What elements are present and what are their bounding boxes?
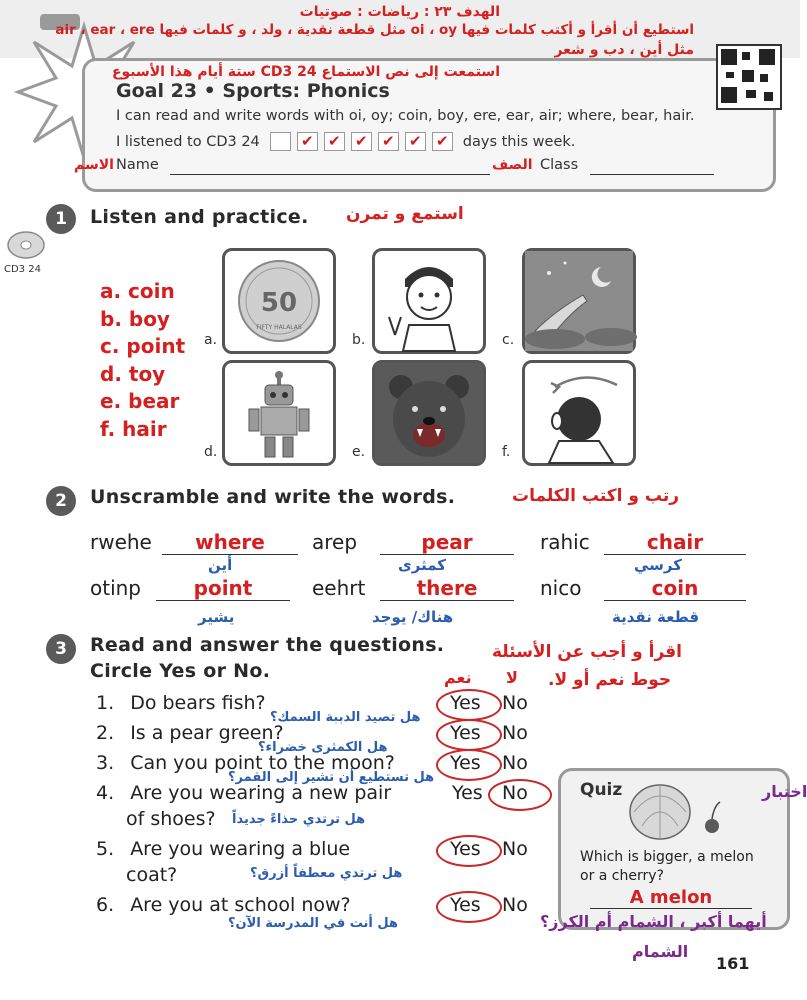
listened-prefix: I listened to CD3 24 — [116, 133, 260, 150]
boy-image — [372, 248, 486, 354]
question-number: 2. — [96, 722, 115, 744]
section2-title: Unscramble and write the words. — [90, 486, 456, 508]
day-checkbox[interactable]: ✔ — [405, 132, 426, 151]
scrambled-word: arep — [312, 530, 358, 554]
question-number: 5. — [96, 838, 115, 860]
question-arabic: هل ترتدي معطفاً أزرق؟ — [250, 866, 403, 881]
yes-option[interactable]: Yes — [450, 838, 481, 860]
answer-field[interactable]: there — [380, 576, 514, 601]
melon-cherry-icon — [620, 780, 730, 844]
listened-suffix: days this week. — [462, 133, 576, 150]
question-number: 1. — [96, 692, 115, 714]
scrambled-word: otinp — [90, 576, 142, 600]
day-checkbox[interactable]: ✔ — [432, 132, 453, 151]
name-label: Name — [116, 157, 159, 173]
no-option[interactable]: No — [502, 722, 528, 744]
picture-label: c. — [502, 332, 515, 348]
question-arabic: هل ترتدي حذاءً جديداً — [232, 812, 366, 827]
goal-description: I can read and write words with oi, oy; coin, boy, ere, ear, air; where, bear, hair. — [116, 108, 695, 124]
question-arabic: هل تصيد الدببة السمك؟ — [270, 710, 421, 725]
answer-field[interactable]: coin — [604, 576, 746, 601]
word-item: b. boy — [100, 306, 170, 331]
scrambled-word: nico — [540, 576, 582, 600]
listened-row — [116, 132, 575, 151]
class-label-arabic: الصف — [492, 157, 533, 173]
quiz-question: Which is bigger, a melon or a cherry? — [580, 849, 754, 884]
day-checkbox[interactable] — [270, 132, 291, 151]
question-text — [96, 782, 391, 804]
question-text — [96, 894, 351, 916]
answer-field[interactable]: where — [162, 530, 298, 555]
no-option[interactable]: No — [502, 692, 528, 714]
answer-arabic: هناك/ يوجد — [372, 608, 454, 626]
hair-image — [522, 360, 636, 466]
word-list — [100, 278, 185, 443]
no-option[interactable]: No — [502, 894, 528, 916]
quiz-answer-arabic: الشمام — [632, 942, 689, 961]
word-item: a. coin — [100, 279, 175, 303]
yes-option[interactable]: Yes — [450, 752, 481, 774]
yes-option[interactable]: Yes — [452, 782, 483, 804]
answer-field[interactable]: chair — [604, 530, 746, 555]
picture-label: b. — [352, 332, 366, 348]
arabic-goal-desc: استطيع أن أقرأ و أكتب كلمات فيها oi ، oy مثل قطعة نقدية ، ولد ، و كلمات فيها air ، ear ، ere — [55, 22, 694, 38]
name-field[interactable] — [170, 174, 490, 175]
pointing-moon-image — [522, 248, 636, 354]
picture-label: d. — [204, 444, 218, 460]
yes-option[interactable]: Yes — [450, 692, 481, 714]
class-field[interactable] — [590, 174, 714, 175]
question-number: 4. — [96, 782, 115, 804]
coin-value: 50 — [260, 288, 298, 318]
question-number: 3. — [96, 752, 115, 774]
question-text-cont: of shoes? — [126, 808, 216, 830]
coin-image — [222, 248, 336, 354]
question-arabic: هل أنت في المدرسة الآن؟ — [228, 916, 398, 931]
answer-arabic: يشير — [198, 608, 235, 626]
yes-option[interactable]: Yes — [450, 722, 481, 744]
question-label: Are you wearing a blue — [130, 838, 351, 860]
question-text — [96, 722, 284, 744]
no-arabic: لا — [506, 668, 518, 687]
arabic-listen: استمعت إلى نص الاستماع CD3 24 ستة أيام هذا الأسبوع — [111, 64, 500, 80]
toy-robot-image — [222, 360, 336, 466]
bear-image — [372, 360, 486, 466]
section2-title-arabic: رتب و اكتب الكلمات — [512, 486, 680, 506]
answer-arabic: أين — [208, 556, 233, 574]
word-item: c. point — [100, 334, 186, 358]
section-number: 3 — [46, 634, 76, 664]
no-option[interactable]: No — [502, 838, 528, 860]
answer-arabic: كرسي — [634, 556, 682, 574]
section3-title-arabic: حوط نعم أو لا. — [548, 670, 672, 690]
question-label: Can you point to the moon? — [130, 752, 395, 774]
question-number: 6. — [96, 894, 115, 916]
question-text — [96, 692, 266, 714]
goal-title: Goal 23 • Sports: Phonics — [116, 80, 390, 102]
section3-title-line1: Read and answer the questions. — [90, 634, 445, 656]
section-number: 1 — [46, 204, 76, 234]
picture-label: e. — [352, 444, 366, 460]
yes-arabic: نعم — [444, 668, 472, 687]
section3-title-line2: Circle Yes or No. — [90, 660, 271, 682]
day-checkbox[interactable]: ✔ — [351, 132, 372, 151]
question-text — [96, 838, 350, 860]
quiz-answer-field[interactable]: A melon — [590, 887, 752, 909]
class-label: Class — [540, 157, 579, 173]
no-option[interactable]: No — [502, 752, 528, 774]
arabic-examples: مثل أين ، دب و شعر — [554, 42, 694, 58]
word-item: e. bear — [100, 389, 180, 413]
scrambled-word: eehrt — [312, 576, 366, 600]
qr-code — [716, 44, 782, 110]
answer-arabic: كمثرى — [398, 556, 446, 574]
section3-title-arabic: اقرأ و أجب عن الأسئلة — [492, 642, 682, 662]
question-label: Do bears fish? — [130, 692, 266, 714]
no-option[interactable]: No — [502, 782, 528, 804]
scrambled-word: rahic — [540, 530, 590, 554]
section-number: 2 — [46, 486, 76, 516]
section1-title: Listen and practice. — [90, 206, 309, 228]
quiz-question-arabic: أيهما أكبر ، الشمام أم الكرز؟ — [540, 912, 767, 931]
question-arabic: هل تستطيع أن تشير إلى القمر؟ — [228, 770, 435, 785]
question-label: Are you wearing a new pair — [130, 782, 392, 804]
quiz-title: Quiz — [580, 780, 623, 800]
day-checkbox[interactable]: ✔ — [297, 132, 318, 151]
quiz-title-arabic: اختبار — [762, 782, 807, 801]
word-item: d. toy — [100, 361, 166, 386]
answer-field[interactable]: pear — [380, 530, 514, 555]
scrambled-word: rwehe — [90, 530, 152, 554]
cd-icon[interactable] — [4, 230, 48, 264]
cd-label: CD3 24 — [4, 264, 41, 275]
question-arabic: هل الكمثرى خضراء؟ — [258, 740, 388, 755]
question-label: Are you at school now? — [130, 894, 351, 916]
picture-label: a. — [204, 332, 218, 348]
yes-option[interactable]: Yes — [450, 894, 481, 916]
question-label: Is a pear green? — [130, 722, 284, 744]
answer-field[interactable]: point — [156, 576, 290, 601]
name-label-arabic: الاسم — [74, 157, 114, 173]
question-text-cont: coat? — [126, 864, 178, 886]
picture-label: f. — [502, 444, 511, 460]
answer-arabic: قطعة نقدية — [612, 608, 700, 626]
word-item: f. hair — [100, 416, 167, 441]
coin-caption: FIFTY HALALAS — [256, 324, 302, 331]
day-checkbox[interactable]: ✔ — [378, 132, 399, 151]
arabic-goal-line: الهدف ٢٣ : رياضات : صوتيات — [299, 4, 500, 20]
page-number: 161 — [716, 954, 750, 973]
section1-title-arabic: استمع و تمرن — [346, 204, 464, 224]
day-checkbox[interactable]: ✔ — [324, 132, 345, 151]
